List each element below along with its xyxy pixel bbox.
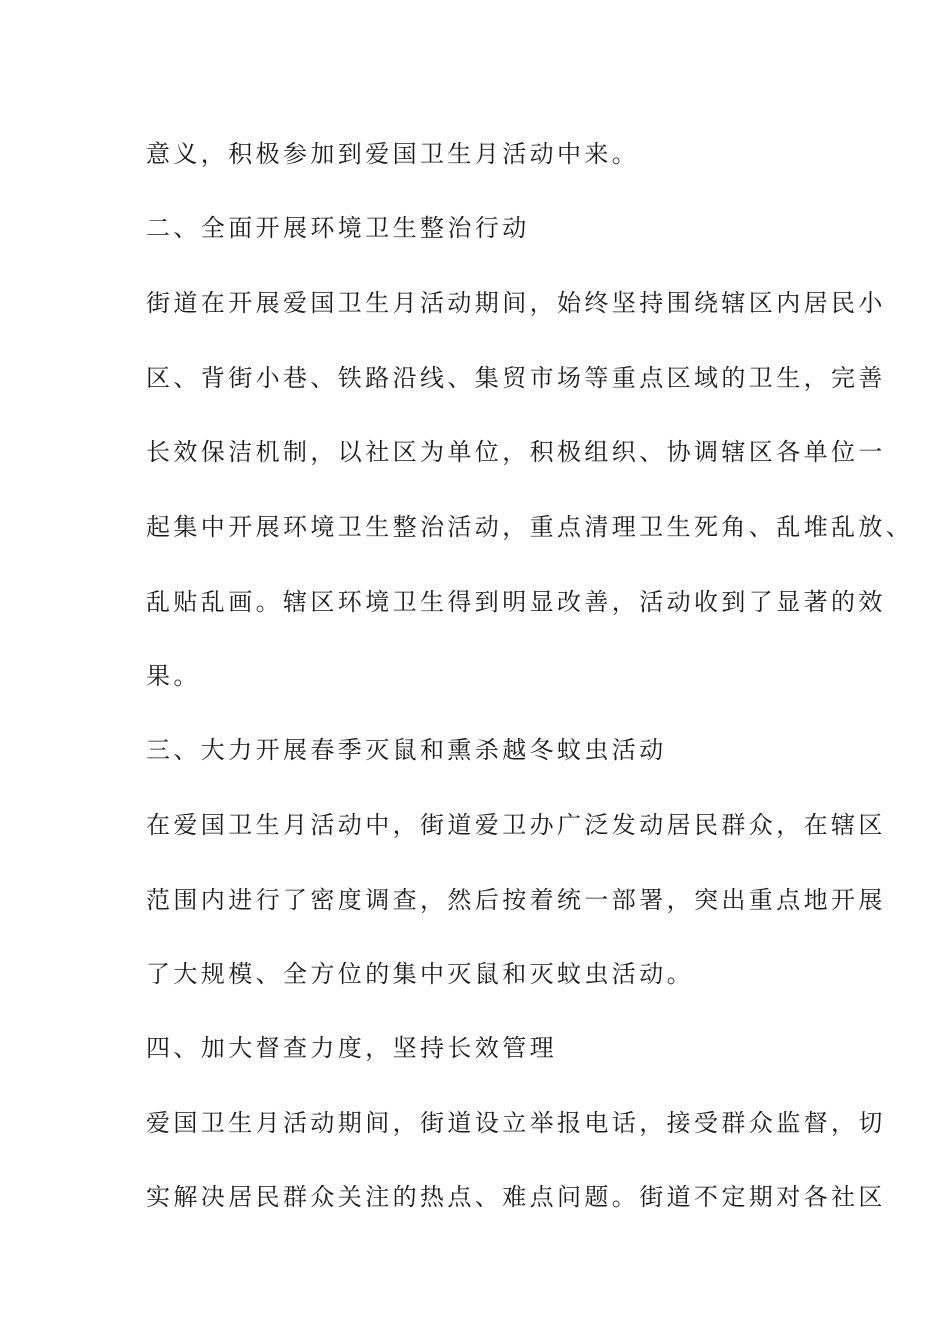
- text-line: 起集中开展环境卫生整治活动，重点清理卫生死角、乱堆乱放、: [146, 513, 914, 541]
- text-line: 街道在开展爱国卫生月活动期间，始终坚持围绕辖区内居民小: [146, 289, 886, 317]
- section-heading: 二、全面开展环境卫生整治行动: [146, 214, 530, 242]
- text-line: 爱国卫生月活动期间，街道设立举报电话，接受群众监督，切: [146, 1109, 886, 1137]
- text-line: 乱贴乱画。辖区环境卫生得到明显改善，活动收到了显著的效: [146, 588, 886, 616]
- text-line: 实解决居民群众关注的热点、难点问题。街道不定期对各社区: [146, 1183, 886, 1211]
- text-line: 在爱国卫生月活动中，街道爱卫办广泛发动居民群众，在辖区: [146, 811, 886, 839]
- text-line: 果。: [146, 662, 201, 690]
- text-line: 范围内进行了密度调查，然后按着统一部署，突出重点地开展: [146, 886, 886, 914]
- section-heading: 三、大力开展春季灭鼠和熏杀越冬蚊虫活动: [146, 736, 667, 764]
- section-heading: 四、加大督查力度，坚持长效管理: [146, 1034, 557, 1062]
- text-line: 了大规模、全方位的集中灭鼠和灭蚊虫活动。: [146, 960, 694, 988]
- text-line: 长效保洁机制，以社区为单位，积极组织、协调辖区各单位一: [146, 438, 886, 466]
- text-line: 区、背街小巷、铁路沿线、集贸市场等重点区域的卫生，完善: [146, 364, 886, 392]
- text-line: 意义，积极参加到爱国卫生月活动中来。: [146, 140, 640, 168]
